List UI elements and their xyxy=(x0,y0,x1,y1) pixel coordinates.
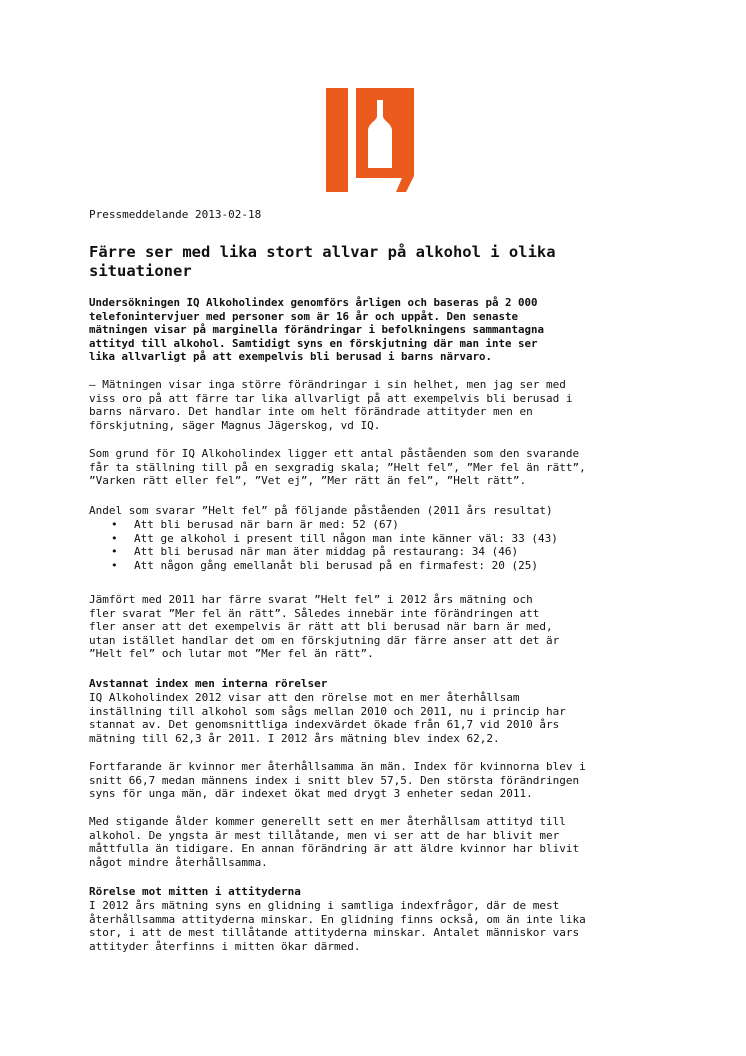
section-heading: Avstannat index men interna rörelser xyxy=(89,677,328,690)
bullets-intro: Andel som svarar ”Helt fel” på följande påståenden (2011 års resultat) xyxy=(89,504,553,517)
list-item: • Att någon gång emellanåt bli berusad på en firmafest: 20 (25) xyxy=(89,559,659,573)
press-release-date: Pressmeddelande 2013-02-18 xyxy=(89,208,262,221)
page-title: Färre ser med lika stort allvar på alkohol i olika situationer xyxy=(89,243,556,280)
quote-paragraph: – Mätningen visar inga större förändringar i sin helhet, men jag ser med viss oro på att färre tar lika allvarligt på att exempelvis bli berusad i barns närvaro. Det handlar inte om helt förändrade attityder men en förskjutning, säger Magnus Jägerskog, vd IQ. xyxy=(89,378,573,432)
list-item: • Att bli berusad när man äter middag på restaurang: 34 (46) xyxy=(89,545,659,559)
age-paragraph: Med stigande ålder kommer generellt sett en mer återhållsam attityd till alkohol. De yngsta är mest tillåtande, men vi ser att de har blivit mer måttfulla än tidigare. En annan förändring är att äldre kvinnor har blivit något mindre återhållsamma. xyxy=(89,815,580,869)
lead-paragraph: Undersökningen IQ Alkoholindex genomförs årligen och baseras på 2 000 telefonintervjuer med personer som är 16 år och uppåt. Den senaste mätningen visar på marginella förändringar i befolkningens sammantagna attityd till alkohol. Samtidigt syns en förskjutning där man inte ser lika allvarligt på att exempelvis bli berusad i barns närvaro. xyxy=(89,296,545,364)
section-heading: Rörelse mot mitten i attityderna xyxy=(89,885,301,898)
gender-paragraph: Fortfarande är kvinnor mer återhållsamma än män. Index för kvinnorna blev i snitt 66,7 medan männens index i snitt blev 57,5. Den största förändringen syns för unga män, där indexet ökat med drygt 3 enheter sedan 2011. xyxy=(89,760,586,801)
index-paragraph: IQ Alkoholindex 2012 visar att den rörelse mot en mer återhållsam inställning till alkohol som sågs mellan 2010 och 2011, nu i princip har stannat av. Det genomsnittliga indexvärdet ökade från 61,7 vid 2010 års mätning till 62,3 år 2011. I 2012 års mätning blev index 62,2. xyxy=(89,691,566,745)
scale-paragraph: Som grund för IQ Alkoholindex ligger ett antal påståenden som den svarande får ta ställning till på en sexgradig skala; ”Helt fel”, ”Mer fel än rätt”, ”Varken rätt eller fel”, ”Vet ej”, ”Mer rätt än fel”, ”Helt rätt”. xyxy=(89,447,586,488)
comparison-paragraph: Jämfört med 2011 har färre svarat ”Helt fel” i 2012 års mätning och fler svarat ”Mer fel än rätt”. Således innebär inte förändringen att fler anser att det exempelvis är rätt att bli berusad när barn är med, utan istället handlar det om en förskjutning där färre anser att det är ”Helt fel” och lutar mot ”Mer fel än rätt”. xyxy=(89,593,560,661)
iq-logo xyxy=(326,88,414,192)
list-item: • Att bli berusad när barn är med: 52 (67) xyxy=(89,518,659,532)
list-item: • Att ge alkohol i present till någon man inte känner väl: 33 (43) xyxy=(89,532,659,546)
results-list xyxy=(89,518,659,572)
shift-paragraph: I 2012 års mätning syns en glidning i samtliga indexfrågor, där de mest återhållsamma attityderna minskar. En glidning finns också, om än inte lika stor, i att de mest tillåtande attityderna minskar. Antalet människor vars attityder återfinns i mitten ökar därmed. xyxy=(89,899,586,953)
